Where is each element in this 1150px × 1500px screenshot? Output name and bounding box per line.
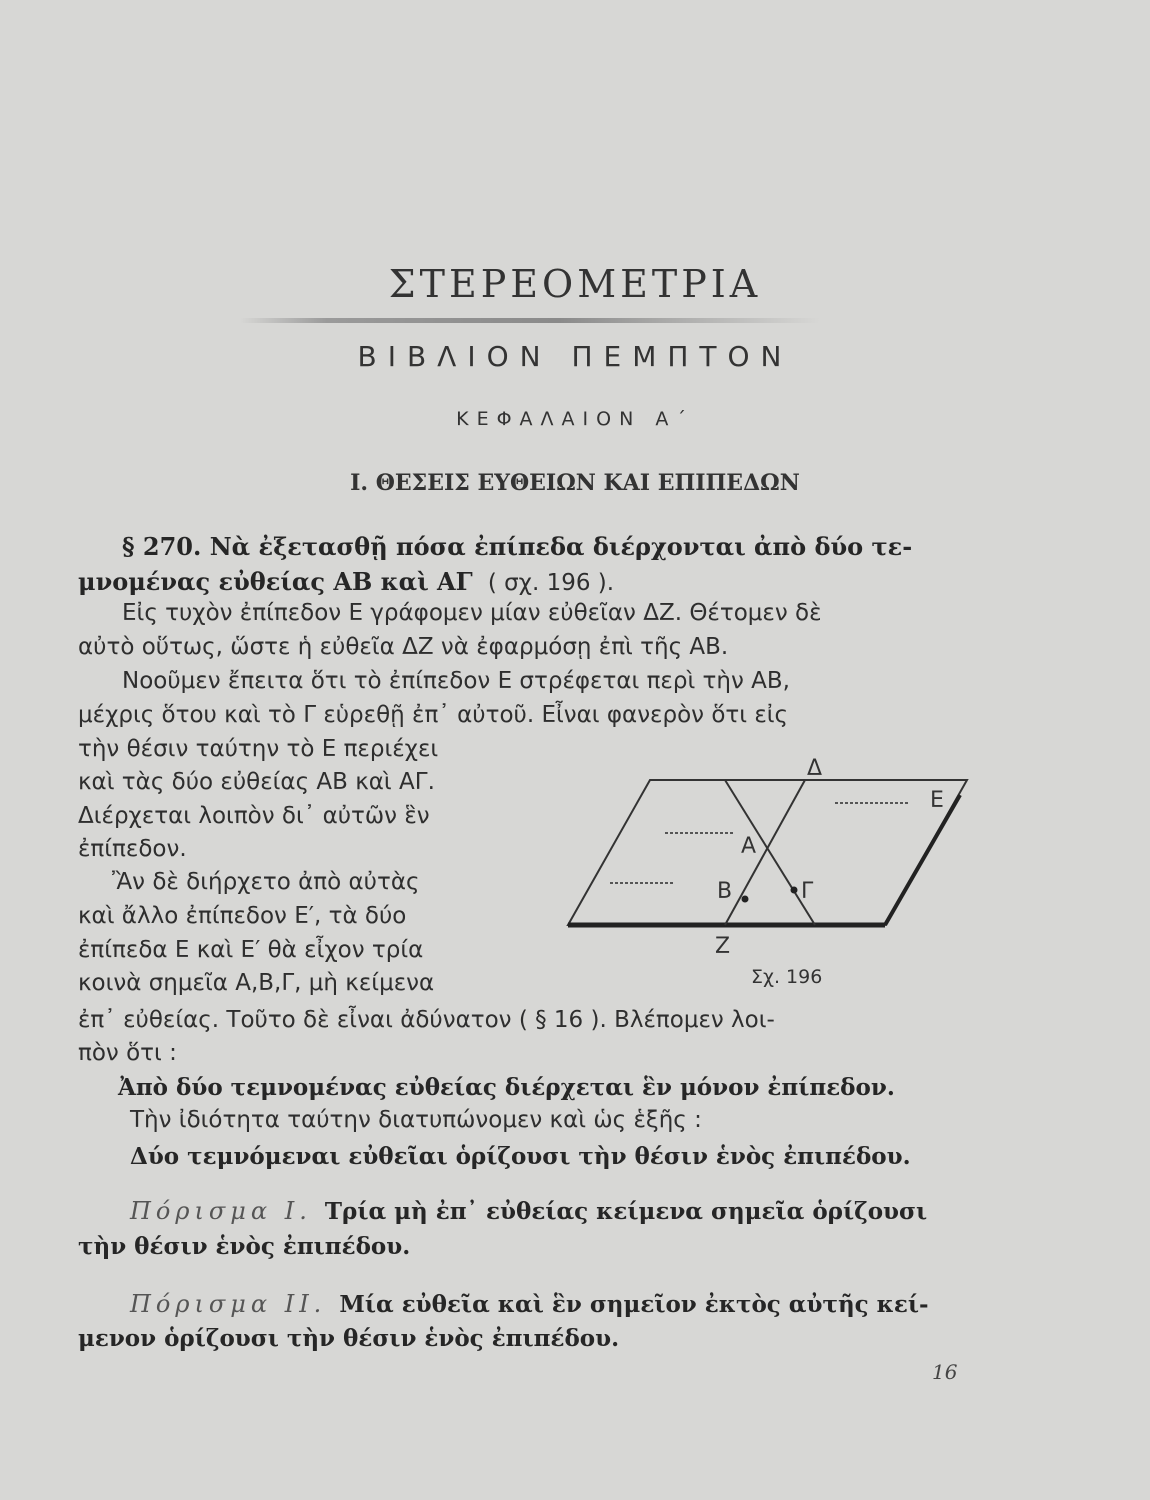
paragraph-2-line-2: μέχρις ὅτου καὶ τὸ Γ εὑρεθῇ ἐπ᾽ αὐτοῦ. Εἶναι φανερὸν ὅτι εἰς	[78, 702, 789, 728]
paragraph-3-line-4: κοινὰ σημεῖα Α,Β,Γ, μὴ κείμενα	[78, 970, 435, 996]
paragraph-2-line-1: Νοοῦμεν ἔπειτα ὅτι τὸ ἐπίπεδον Ε στρέφεται περὶ τὴν ΑΒ,	[122, 668, 790, 694]
label-alpha: Α	[741, 834, 757, 859]
paragraph-3-line-1: Ἂν δὲ διήρχετο ἀπὸ αὐτὰς	[112, 869, 420, 895]
plane-right-edge	[885, 795, 960, 925]
point-g	[791, 887, 798, 894]
restatement: Τὴν ἰδιότητα ταύτην διατυπώνομεν καὶ ὡς ἑξῆς :	[130, 1107, 702, 1133]
corollary-2-line-1	[130, 1290, 929, 1318]
paragraph-1-line-2: αὐτὸ οὕτως, ὥστε ἡ εὐθεῖα ΔΖ νὰ ἐφαρμόσῃ ἐπὶ τῆς ΑΒ.	[78, 634, 729, 660]
section-heading: I. ΘΕΣΕΙΣ ΕΥΘΕΙΩΝ ΚΑΙ ΕΠΙΠΕΔΩΝ	[350, 470, 800, 496]
paragraph-3-line-5: ἐπ᾽ εὐθείας. Τοῦτο δὲ εἶναι ἀδύνατον ( § 16 ). Βλέπομεν λοι-	[78, 1007, 775, 1033]
page-number: 16	[932, 1360, 958, 1384]
label-gamma: Γ	[801, 879, 814, 904]
paragraph-2-line-3: τὴν θέσιν ταύτην τὸ Ε περιέχει	[78, 736, 439, 762]
corollary-1-text: Τρία μὴ ἐπ᾽ εὐθείας κείμενα σημεῖα ὁρίζουσι	[324, 1198, 928, 1225]
book-heading: ΒΙΒΛΙΟΝ ΠΕΜΠΤΟΝ	[357, 340, 793, 373]
paragraph-1-line-1: Εἰς τυχὸν ἐπίπεδον Ε γράφομεν μίαν εὐθεῖαν ΔΖ. Θέτομεν δὲ	[122, 600, 822, 626]
paragraph-3-line-3: ἐπίπεδα Ε καὶ Ε′ θὰ εἶχον τρία	[78, 937, 424, 963]
figure-reference: ( σχ. 196 ).	[487, 570, 615, 596]
problem-line-2	[78, 567, 614, 596]
paragraph-2-line-4: καὶ τὰς δύο εὐθείας ΑΒ καὶ ΑΓ.	[78, 769, 435, 795]
figure-196	[565, 755, 975, 995]
problem-line-2-bold: μνομένας εὐθείας ΑΒ καὶ ΑΓ	[78, 567, 473, 596]
label-epsilon: Ε	[930, 788, 944, 813]
line-dz	[725, 780, 805, 925]
theorem: Δύο τεμνόμεναι εὐθεῖαι ὁρίζουσι τὴν θέσιν ἑνὸς ἐπιπέδου.	[130, 1143, 911, 1170]
chapter-heading: ΚΕΦΑΛΑΙΟΝ Α΄	[456, 408, 694, 430]
paragraph-3-line-6: πὸν ὅτι :	[78, 1040, 177, 1066]
corollary-2-label: Πόρισμα II.	[130, 1290, 327, 1318]
corollary-1-label: Πόρισμα I.	[130, 1197, 312, 1225]
corollary-1-line-1	[130, 1197, 927, 1225]
corollary-2-text: Μία εὐθεῖα καὶ ἓν σημεῖον ἐκτὸς αὐτῆς κεί-	[339, 1291, 929, 1318]
label-delta: Δ	[807, 756, 823, 781]
label-zeta: Ζ	[715, 934, 731, 959]
corollary-1-line-2: τὴν θέσιν ἑνὸς ἐπιπέδου.	[78, 1233, 411, 1260]
figure-caption: Σχ. 196	[751, 966, 823, 988]
paragraph-2-line-5: Διέρχεται λοιπὸν δι᾽ αὐτῶν ἓν	[78, 803, 430, 829]
corollary-2-line-2: μενον ὁρίζουσι τὴν θέσιν ἑνὸς ἐπιπέδου.	[78, 1325, 620, 1352]
paragraph-2-line-6: ἐπίπεδον.	[78, 836, 187, 862]
page-title: ΣΤΕΡΕΟΜΕΤΡΙΑ	[388, 262, 762, 306]
label-beta: Β	[717, 879, 733, 904]
paragraph-3-line-2: καὶ ἄλλο ἐπίπεδον Ε′, τὰ δύο	[78, 903, 407, 929]
conclusion: Ἀπὸ δύο τεμνομένας εὐθείας διέρχεται ἓν μόνον ἐπίπεδον.	[118, 1074, 895, 1101]
point-b	[742, 896, 749, 903]
title-underline	[240, 318, 820, 323]
problem-line-1: § 270. Νὰ ἐξετασθῇ πόσα ἐπίπεδα διέρχονται ἀπὸ δύο τε-	[122, 532, 913, 561]
plane-e	[568, 780, 967, 925]
